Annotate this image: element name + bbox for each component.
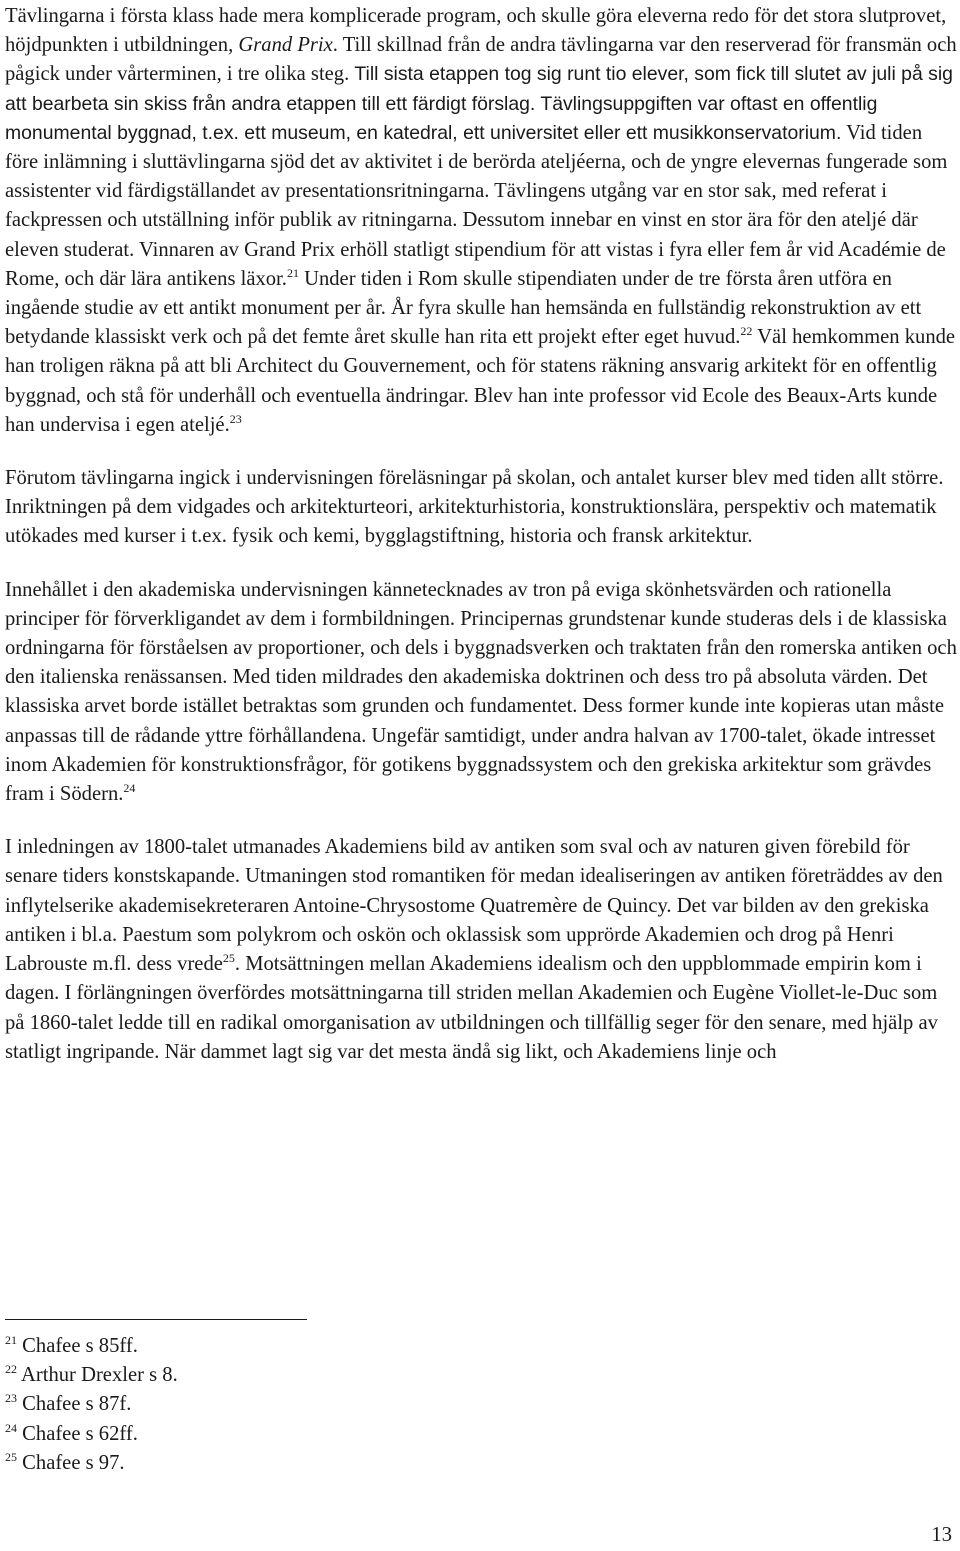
paragraph [5,464,957,552]
footnote [5,1361,178,1390]
footnote [5,1420,178,1449]
page-body [5,2,957,1091]
footnote-text: Chafee s 62ff. [22,1422,138,1445]
footnote-reference: 21 [286,265,299,280]
footnote [5,1449,178,1478]
footnote [5,1332,178,1361]
text-run: Under tiden i Rom skulle stipendiaten under de tre första åren utföra en ingående studie av ett antikt monument per år. År fyra skulle han hemsända en fullständig rekonstruktion av ett betydande klassiskt verk och på det femte året skulle han rita ett projekt efter eget huvud. [5,267,922,349]
text-run: I inledningen av 1800-talet utmanades Akademiens bild av antiken som sval och av naturen given förebild för senare tiders konstskapande. Utmaningen stod romantiken för medan idealiseringen av antiken företräddes av den inflytelserike akademisekreteraren Antoine-Chrysostome Quatremère de Quincy. Det var bilden av den grekiska antiken i bl.a. Paestum som polykrom och oskön och oklassisk som upprörde Akademien och drog på Henri Labrouste m.fl. dess vrede [5,836,943,976]
text-run: Tävlingarna i första klass hade mera komplicerade program, och skulle göra eleverna redo för det stora slutprovet, höjdpunkten i utbildningen, [5,5,947,57]
text-run: Förutom tävlingarna ingick i undervisningen föreläsningar på skolan, och antalet kurser blev med tiden allt större. Inriktningen på dem vidgades och arkitekturteori, arkitekturhistoria, konstruktionslära, perspektiv och matematik utökades med kurser i t.ex. fysik och kemi, bygglagstiftning, historia och fransk arkitektur. [5,467,944,548]
footnote-text: Chafee s 97. [22,1451,125,1474]
footnote-reference: 22 [740,324,753,339]
text-run: . Motsättningen mellan Akademiens idealism och den uppblommade empirin kom i dagen. I förlängningen överfördes motsättningarna till striden mellan Akademien och Eugène Viollet-le-Duc som på 1860-talet ledde till en radikal omorganisation av utbildningen och tillfällig seger för den senare, med hjälp av statligt ingripande. När dammet lagt sig var det mesta ändå sig likt, och Akademiens linje och [5,953,938,1063]
footnote-reference: 24 [123,781,136,796]
footnote-text: Chafee s 85ff. [22,1335,138,1357]
text-run: Vid tiden före inlämning i sluttävlingarna sjöd det av aktivitet i de berörda ateljéerna, och de yngre elevernas fungerade som assistenter vid färdigställandet av presentationsritningarna. Tävlingens utgång var en stor sak, med referat i fackpressen och utställning inför publik av ritningarna. Dessutom innebar en vinst en stor ära för den ateljé där eleven studerat. Vinnaren av Grand Prix erhöll statligt stipendium för att vistas i fyra eller fem år vid Académie de Rome, och där lära antikens läxor. [5,121,948,290]
footnote-number: 21 [5,1333,17,1347]
footnote-number: 23 [5,1391,17,1406]
footnote-reference: 25 [222,951,235,966]
paragraph [5,576,957,810]
text-run: Till sista etappen tog sig runt tio elever, som fick till slutet av juli på sig att bearbeta sin skiss från andra etappen till ett färdigt förslag. Tävlingsuppgiften var oftast en offentlig monumental byggnad, t.ex. ett museum, en katedral, ett universitet eller ett musikkonservatorium. [5,63,953,144]
footnote-number: 24 [5,1420,17,1435]
footnote-reference: 23 [229,411,242,426]
footnote [5,1390,178,1419]
paragraph [5,833,957,1067]
footnotes [5,1332,178,1478]
text-run: Innehållet i den akademiska undervisningen kännetecknades av tron på eviga skönhetsvärden och rationella principer för förverkligandet av dem i formbildningen. Principernas grundstenar kunde studeras dels i de klassiska ordningarna för förståelsen av proportioner, och dels i byggnadsverken och traktaten från den romerska antiken och den italienska renässansen. Med tiden mildrades den akademiska doktrinen och dess tro på absoluta värden. Det klassiska arvet borde istället betraktas som grunden och fundamentet. Dess former kunde inte kopieras utan måste anpassas till de rådande yttre förhållandena. Ungefär samtidigt, under andra halvan av 1700-talet, ökade intresset inom Akademien för konstruktionsfrågor, för gotikens byggnadssystem och den grekiska arkitektur som grävdes fram i Södern. [5,578,957,806]
page-number: 13 [931,1524,952,1546]
footnote-number: 22 [5,1362,17,1377]
text-run: . Till skillnad från de andra tävlingarna var den reserverad för fransmän och pågick under vårterminen, i tre olika steg. [5,34,957,86]
text-run: Väl hemkommen kunde han troligen räkna på att bli Architect du Gouvernement, och för statens räkning ansvarig arkitekt för en offentlig byggnad, och stå för underhåll och eventuella ändringar. Blev han inte professor vid Ecole des Beaux-Arts kunde han undervisa i egen ateljé. [5,326,956,436]
footnote-number: 25 [5,1449,17,1464]
italic-text: Grand Prix [238,34,333,57]
paragraph [5,2,957,440]
footnote-separator [5,1319,307,1320]
footnote-text: Chafee s 87f. [22,1393,132,1416]
footnote-text: Arthur Drexler s 8. [21,1364,178,1387]
